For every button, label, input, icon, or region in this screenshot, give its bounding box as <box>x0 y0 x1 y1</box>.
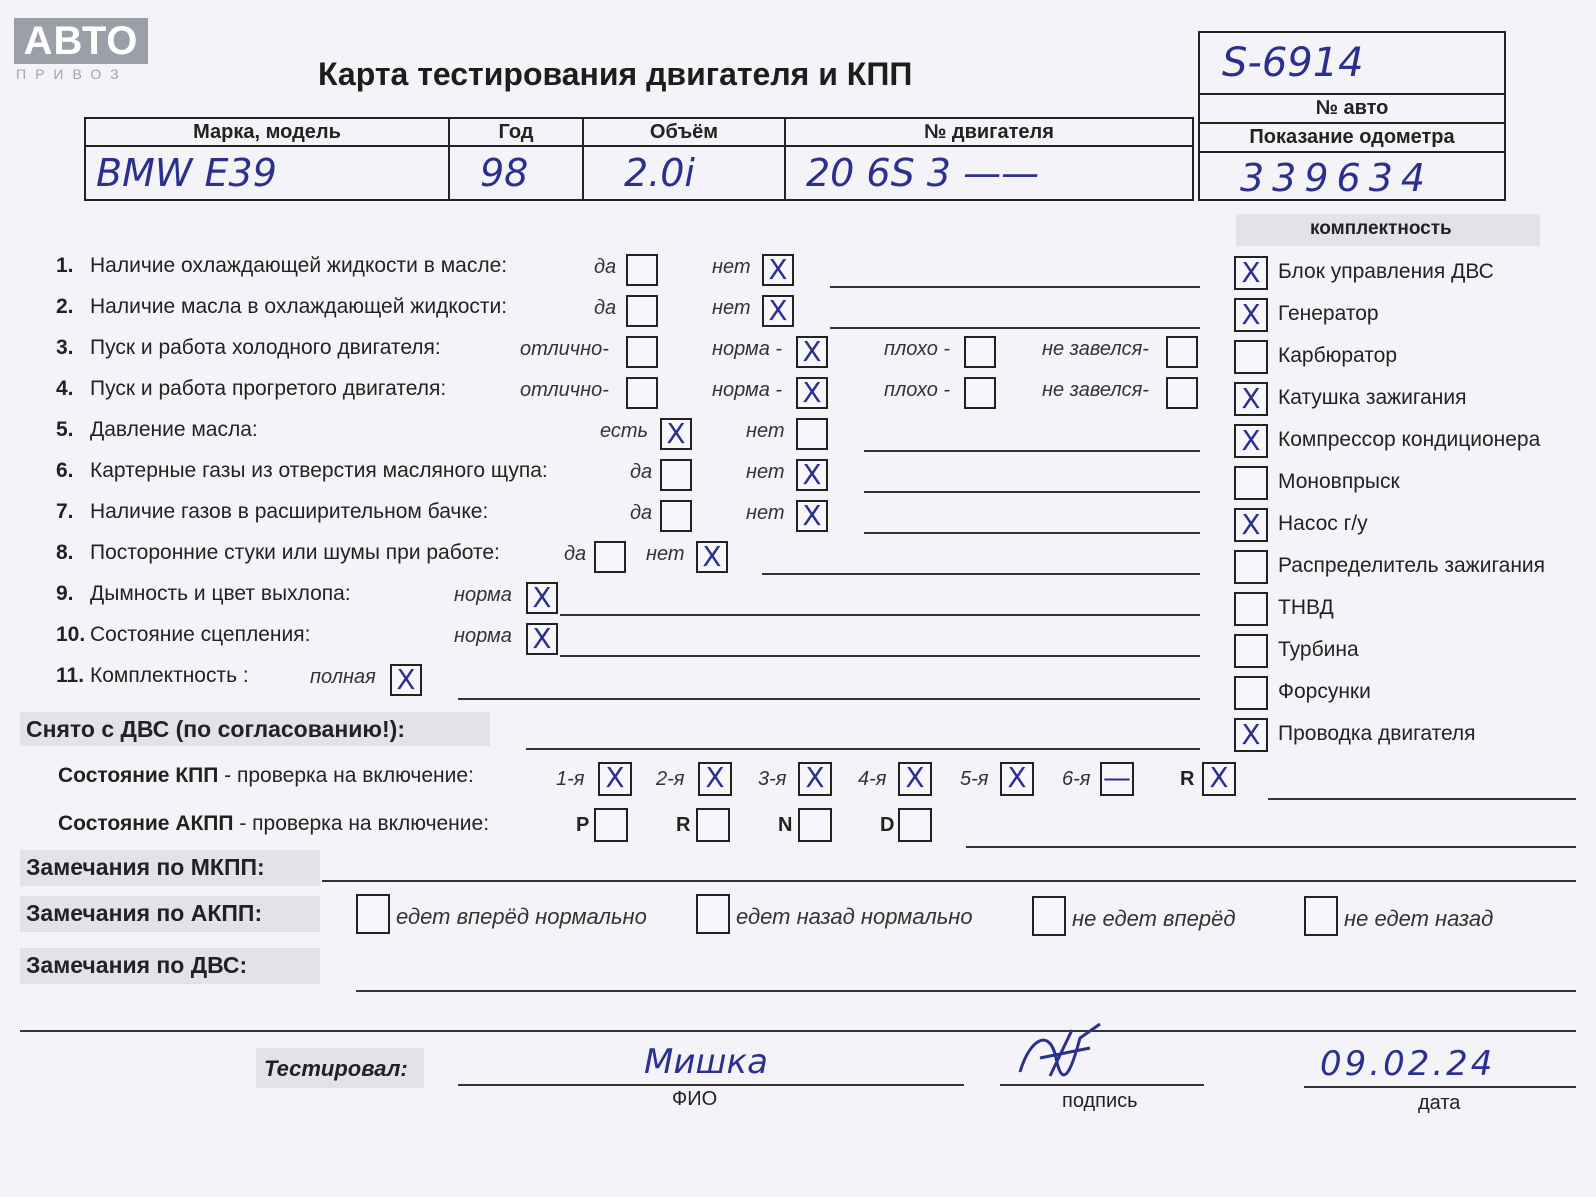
q1-yes-checkbox[interactable] <box>626 254 658 286</box>
gear-r-checkbox[interactable]: X <box>1202 762 1236 796</box>
komplekt-label: Распределитель зажигания <box>1278 554 1546 577</box>
q6-no-checkbox[interactable]: X <box>796 459 828 491</box>
komplekt-label: Турбина <box>1278 638 1359 661</box>
date-line <box>1304 1086 1576 1088</box>
option-label: нет <box>746 461 785 483</box>
gear-label: R <box>1180 768 1195 790</box>
mode-n-checkbox[interactable] <box>798 808 832 842</box>
komplekt-label: Насос г/у <box>1278 512 1368 535</box>
option-label: не завелся- <box>1042 338 1149 360</box>
logo-subtitle: ПРИВОЗ <box>16 66 128 82</box>
q9-normal-checkbox[interactable]: X <box>526 582 558 614</box>
option-label: да <box>594 256 617 278</box>
comment-line <box>864 532 1200 534</box>
gear-label: 1-я <box>556 768 585 790</box>
option-label: норма - <box>712 338 783 360</box>
option-label: норма - <box>712 379 783 401</box>
komplekt-label: Компрессор кондиционера <box>1278 428 1541 451</box>
gear-label: 6-я <box>1062 768 1091 790</box>
mode-d-checkbox[interactable] <box>898 808 932 842</box>
komplekt-label: Моновпрыск <box>1278 470 1400 493</box>
komplekt-checkbox[interactable]: X <box>1234 256 1268 290</box>
akpp-back-ok-checkbox[interactable] <box>696 894 730 934</box>
question-number: 4. <box>56 377 74 400</box>
question-number: 7. <box>56 500 74 523</box>
gear-3-checkbox[interactable]: X <box>798 762 832 796</box>
q7-yes-checkbox[interactable] <box>660 500 692 532</box>
option-label: есть <box>600 420 649 442</box>
komplekt-checkbox[interactable] <box>1234 340 1268 374</box>
gear-1-checkbox[interactable]: X <box>598 762 632 796</box>
question-number: 8. <box>56 541 74 564</box>
komplekt-label: Блок управления ДВС <box>1278 260 1494 283</box>
mode-label: N <box>778 814 793 836</box>
logo: АВТО <box>14 18 148 64</box>
question-number: 11. <box>56 664 85 687</box>
q5-yes-checkbox[interactable]: X <box>660 418 692 450</box>
q8-yes-checkbox[interactable] <box>594 541 626 573</box>
option-label: да <box>564 543 587 565</box>
gear-label: 4-я <box>858 768 887 790</box>
option-label: не завелся- <box>1042 379 1149 401</box>
option-label: нет <box>712 297 751 319</box>
komplekt-label: Катушка зажигания <box>1278 386 1467 409</box>
col-volume: Объём <box>583 118 785 146</box>
remarks-mkpp-label: Замечания по МКПП: <box>26 854 265 880</box>
auto-number-value: S-6914 <box>1200 33 1504 95</box>
question-number: 10. <box>56 623 86 646</box>
comment-line <box>864 450 1200 452</box>
gear-label: 5-я <box>960 768 989 790</box>
question-text: Состояние сцепления: <box>90 623 311 646</box>
question-text: Дымность и цвет выхлопа: <box>90 582 351 605</box>
kpp-label <box>58 764 474 788</box>
mode-label: R <box>676 814 691 836</box>
kpp-line <box>1268 798 1576 800</box>
q3-bad-checkbox[interactable] <box>964 336 996 368</box>
question-number: 6. <box>56 459 74 482</box>
komplekt-checkbox[interactable]: X <box>1234 508 1268 542</box>
year-value: 98 <box>449 146 583 200</box>
komplekt-checkbox[interactable] <box>1234 466 1268 500</box>
odometer-label: Показание одометра <box>1200 124 1504 153</box>
question-text: Давление масла: <box>90 418 258 441</box>
vehicle-header-table <box>84 117 1194 201</box>
q7-no-checkbox[interactable]: X <box>796 500 828 532</box>
comment-line <box>830 286 1200 288</box>
col-make-model: Марка, модель <box>85 118 449 146</box>
gear-5-checkbox[interactable]: X <box>1000 762 1034 796</box>
removed-line <box>526 748 1200 750</box>
mode-p-checkbox[interactable] <box>594 808 628 842</box>
q8-no-checkbox[interactable]: X <box>696 541 728 573</box>
option-label: отлично- <box>520 379 609 401</box>
question-text: Пуск и работа холодного двигателя: <box>90 336 441 359</box>
q4-no-start-checkbox[interactable] <box>1166 377 1198 409</box>
remarks-akpp-label: Замечания по АКПП: <box>26 900 263 926</box>
q1-no-checkbox[interactable]: X <box>762 254 794 286</box>
q3-no-start-checkbox[interactable] <box>1166 336 1198 368</box>
page-title: Карта тестирования двигателя и КПП <box>318 56 913 92</box>
removed-label: Снято с ДВС (по согласованию!): <box>26 716 405 742</box>
akpp-label-bold: Состояние АКПП <box>58 812 234 835</box>
komplekt-checkbox[interactable] <box>1234 592 1268 626</box>
q6-yes-checkbox[interactable] <box>660 459 692 491</box>
option-label: плохо - <box>884 379 951 401</box>
col-year: Год <box>449 118 583 146</box>
option-label: нет <box>646 543 685 565</box>
remarks-dvs-label: Замечания по ДВС: <box>26 952 248 978</box>
akpp-line <box>966 846 1576 848</box>
remarks-mkpp-line <box>322 880 1576 882</box>
option-label: отлично- <box>520 338 609 360</box>
comment-line <box>458 698 1200 700</box>
komplekt-label: ТНВД <box>1278 596 1334 619</box>
komplekt-label: Карбюратор <box>1278 344 1398 367</box>
option-label: полная <box>310 666 376 688</box>
q2-yes-checkbox[interactable] <box>626 295 658 327</box>
akpp-option-label: не едет вперёд <box>1072 906 1236 931</box>
gear-label: 2-я <box>656 768 685 790</box>
sign-label: подпись <box>1062 1090 1138 1112</box>
option-label: норма <box>454 625 512 647</box>
mode-label: D <box>880 814 895 836</box>
q4-bad-checkbox[interactable] <box>964 377 996 409</box>
komplekt-label: Генератор <box>1278 302 1379 325</box>
option-label: плохо - <box>884 338 951 360</box>
option-label: да <box>630 461 653 483</box>
q4-excellent-checkbox[interactable] <box>626 377 658 409</box>
date-label: дата <box>1418 1092 1461 1114</box>
option-label: да <box>594 297 617 319</box>
gear-4-checkbox[interactable]: X <box>898 762 932 796</box>
question-number: 2. <box>56 295 74 318</box>
gear-2-checkbox[interactable]: X <box>698 762 732 796</box>
fio-label: ФИО <box>672 1088 718 1110</box>
q5-no-checkbox[interactable] <box>796 418 828 450</box>
option-label: да <box>630 502 653 524</box>
question-number: 1. <box>56 254 74 277</box>
question-number: 3. <box>56 336 74 359</box>
question-text: Картерные газы из отверстия масляного щупа: <box>90 459 548 482</box>
question-text: Комплектность : <box>90 664 249 687</box>
akpp-option-label: едет вперёд нормально <box>396 904 647 929</box>
remarks-extra-line <box>20 1030 1576 1032</box>
q2-no-checkbox[interactable]: X <box>762 295 794 327</box>
question-text: Пуск и работа прогретого двигателя: <box>90 377 447 400</box>
signature-mark <box>1010 1018 1110 1082</box>
komplekt-label: Проводка двигателя <box>1278 722 1476 745</box>
question-text: Наличие газов в расширительном бачке: <box>90 500 489 523</box>
kpp-label-bold: Состояние КПП <box>58 764 219 787</box>
option-label: нет <box>712 256 751 278</box>
question-text: Посторонние стуки или шумы при работе: <box>90 541 500 564</box>
make-model-value: BMW E39 <box>85 146 449 200</box>
akpp-forward-ok-checkbox[interactable] <box>356 894 390 934</box>
mode-r-checkbox[interactable] <box>696 808 730 842</box>
col-engine-number: № двигателя <box>785 118 1193 146</box>
question-text: Наличие масла в охлаждающей жидкости: <box>90 295 508 318</box>
option-label: нет <box>746 502 785 524</box>
gear-6-checkbox[interactable]: — <box>1100 762 1134 796</box>
fio-signature: Мишка <box>644 1042 768 1082</box>
q3-normal-checkbox[interactable]: X <box>796 336 828 368</box>
q4-normal-checkbox[interactable]: X <box>796 377 828 409</box>
mode-label: P <box>576 814 590 836</box>
auto-number-label: № авто <box>1200 95 1504 124</box>
sign-line <box>1000 1084 1204 1086</box>
option-label: норма <box>454 584 512 606</box>
comment-line <box>560 655 1200 657</box>
q10-normal-checkbox[interactable]: X <box>526 623 558 655</box>
comment-line <box>560 614 1200 616</box>
gear-label: 3-я <box>758 768 787 790</box>
komplekt-title: комплектность <box>1310 218 1452 239</box>
komplekt-checkbox[interactable] <box>1234 676 1268 710</box>
comment-line <box>830 327 1200 329</box>
odometer-value: 339634 <box>1240 156 1434 200</box>
akpp-label-rest: - проверка на включение: <box>233 812 490 835</box>
komplekt-checkbox[interactable]: X <box>1234 718 1268 752</box>
komplekt-checkbox[interactable] <box>1234 550 1268 584</box>
remarks-dvs-line <box>356 990 1576 992</box>
akpp-option-label: не едет назад <box>1344 906 1494 931</box>
question-number: 9. <box>56 582 74 605</box>
tested-label: Тестировал: <box>264 1056 408 1081</box>
akpp-no-back-checkbox[interactable] <box>1304 896 1338 936</box>
kpp-label-rest: - проверка на включение: <box>218 764 474 787</box>
auto-info-box <box>1198 31 1506 201</box>
komplekt-label: Форсунки <box>1278 680 1371 703</box>
volume-value: 2.0i <box>583 146 785 200</box>
option-label: нет <box>746 420 785 442</box>
komplekt-checkbox[interactable]: X <box>1234 298 1268 332</box>
question-text: Наличие охлаждающей жидкости в масле: <box>90 254 508 277</box>
comment-line <box>762 573 1200 575</box>
q11-complete-checkbox[interactable]: X <box>390 664 422 696</box>
akpp-label <box>58 812 489 836</box>
komplekt-checkbox[interactable]: X <box>1234 382 1268 416</box>
akpp-no-forward-checkbox[interactable] <box>1032 896 1066 936</box>
q3-excellent-checkbox[interactable] <box>626 336 658 368</box>
komplekt-checkbox[interactable] <box>1234 634 1268 668</box>
fio-line <box>458 1084 964 1086</box>
engine-number-value: 20 6S 3 —— <box>785 146 1193 200</box>
comment-line <box>864 491 1200 493</box>
question-number: 5. <box>56 418 74 441</box>
komplekt-checkbox[interactable]: X <box>1234 424 1268 458</box>
akpp-option-label: едет назад нормально <box>736 904 973 929</box>
date-value: 09.02.24 <box>1320 1044 1496 1084</box>
